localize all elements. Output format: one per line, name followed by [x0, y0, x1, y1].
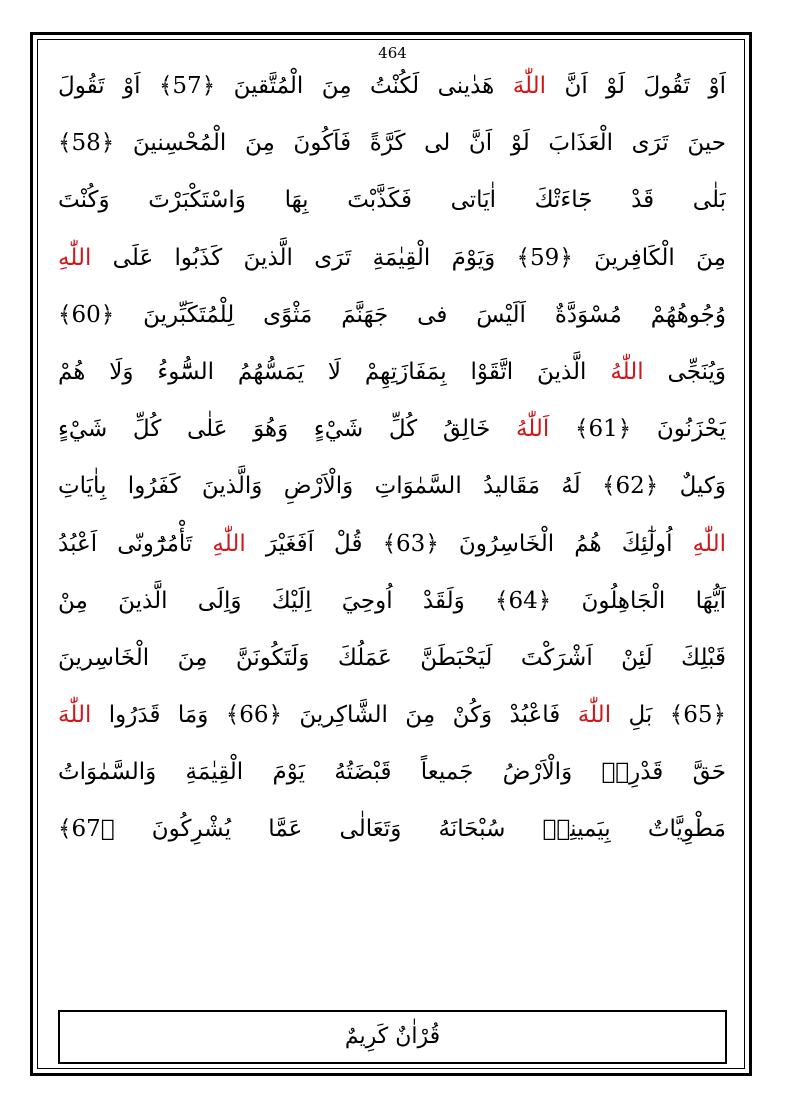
verse-text: خَالِقُ كُلِّ شَيْءٍ وَهُوَ عَلٰى كُلِّ شَيْءٍ [58, 416, 516, 443]
verse-line [58, 687, 726, 744]
verse-text: قَبْلِكَ لَئِنْ اَشْرَكْتَ لَيَحْبَطَنَّ عَمَلُكَ وَلَتَكُونَنَّ مِنَ الْخَاسِرينَ [58, 644, 726, 671]
verse-text: مَطْوِيَّاتٌ بِيَمينِه۪ سُبْحَانَهُ وَتَعَالٰى عَمَّا يُشْرِكُونَ ﴿67﴾ [58, 816, 726, 843]
verse-text: يَحْزَنُونَ ﴿61﴾ [549, 416, 726, 443]
verse-line [58, 287, 726, 344]
divine-name: اللّٰهِ [212, 530, 246, 557]
divine-name: اللّٰهُ [610, 358, 644, 385]
divine-name: اللّٰهِ [58, 244, 92, 271]
verse-text: وَكيلٌ ﴿62﴾ لَهُ مَقَاليدُ السَّمٰوَاتِ وَالْاَرْضِ وَالَّذينَ كَفَرُوا بِاٰيَاتِ [58, 473, 726, 500]
verse-line [58, 344, 726, 401]
verse-text: بَلٰى قَدْ جَٓاءَتْكَ اٰيَاتى فَكَذَّبْتَ بِهَا وَاسْتَكْبَرْتَ وَكُنْتَ [58, 187, 726, 214]
divine-name: اللّٰهَ [512, 73, 547, 99]
verse-line [58, 744, 726, 801]
verse-line [58, 458, 726, 515]
verse-line [58, 516, 726, 573]
verse-text: اَوْ تَقُولَ لَوْ اَنَّ [546, 73, 726, 99]
divine-name: اللّٰهِ [692, 530, 726, 557]
verse-text: هَدٰينى لَكُنْتُ مِنَ الْمُتَّقينَ ﴿57﴾ اَوْ تَقُولَ [58, 73, 513, 99]
verse-text: اَيُّهَا الْجَاهِلُونَ ﴿64﴾ وَلَقَدْ اُوحِيَ اِلَيْكَ وَاِلَى الَّذينَ مِنْ [58, 587, 726, 614]
verse-line [58, 630, 726, 687]
verse-line [58, 801, 726, 858]
verse-text: وَيُنَجِّى [643, 358, 726, 385]
page-number: 464 [378, 44, 407, 62]
verse-text: تَأْمُرُٓونّى اَعْبُدُ [58, 530, 213, 557]
footer-title: قُرْاٰنٌ كَرِيمٌ [344, 1024, 441, 1049]
verse-line [58, 115, 726, 172]
verse-text: وُجُوهُهُمْ مُسْوَدَّةٌ اَلَيْسَ فى جَهَنَّمَ مَثْوًى لِلْمُتَكَبِّرينَ ﴿60﴾ [58, 301, 726, 328]
verse-text: فَاعْبُدْ وَكُنْ مِنَ الشَّاكِرينَ ﴿66﴾ وَمَا قَدَرُوا [91, 702, 578, 729]
verse-line [58, 58, 726, 115]
verse-line [58, 172, 726, 229]
divine-name: اللّٰهَ [58, 702, 92, 729]
divine-name: اَللّٰهُ [515, 416, 550, 443]
verse-line [58, 573, 726, 630]
verse-text: اُولٰٓئِكَ هُمُ الْخَاسِرُونَ ﴿63﴾ قُلْ اَفَغَيْرَ [245, 530, 693, 557]
verse-text: مِنَ الْكَافِرينَ ﴿59﴾ وَيَوْمَ الْقِيٰمَةِ تَرَى الَّذينَ كَذَبُوا عَلَى [91, 244, 726, 271]
footer-box [58, 1010, 727, 1064]
verse-line [58, 401, 726, 458]
verse-text: ﴿65﴾ بَلِ [611, 702, 726, 729]
verse-line [58, 230, 726, 287]
verse-text-block [58, 58, 726, 859]
divine-name: اللّٰهَ [577, 702, 612, 729]
verse-text: الَّذينَ اتَّقَوْا بِمَفَازَتِهِمْ لَا يَمَسُّهُمُ السُّٓوءُ وَلَا هُمْ [58, 358, 611, 385]
verse-text: حَقَّ قَدْرِه۪ وَالْاَرْضُ جَميعاً قَبْضَتُهُ يَوْمَ الْقِيٰمَةِ وَالسَّمٰوَاتُ [58, 759, 726, 786]
verse-text: حينَ تَرَى الْعَذَابَ لَوْ اَنَّ لى كَرَّةً فَاَكُونَ مِنَ الْمُحْسِنينَ ﴿58﴾ [58, 130, 726, 157]
